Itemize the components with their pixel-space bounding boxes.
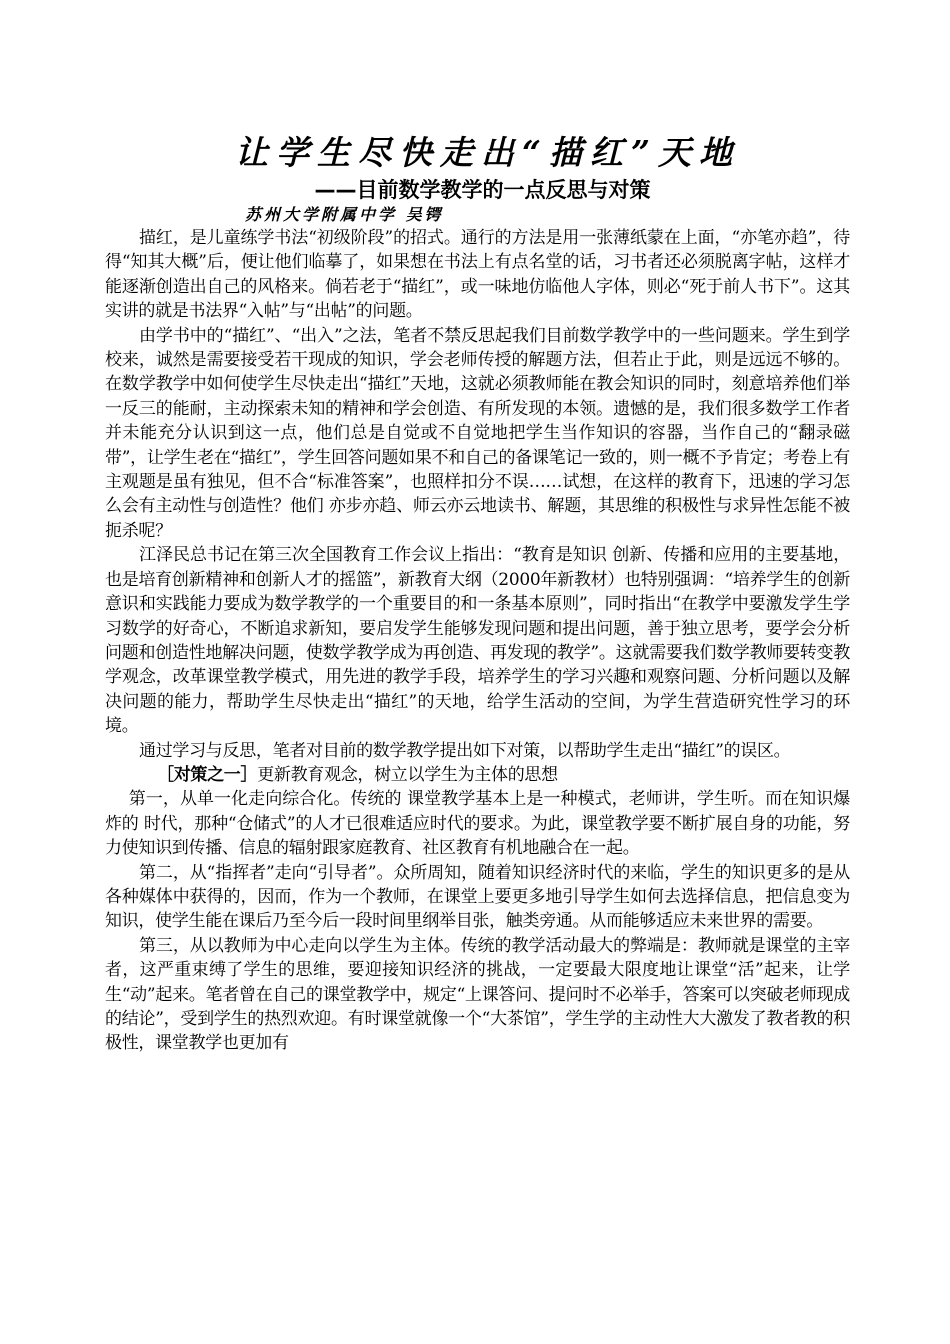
paragraph: 第二，从“指挥者”走向“引导者”。众所周知，随着知识经济时代的来临，学生的知识更多的是从各种媒体中获得的，因而，作为一个教师，在课堂上要更多地引导学生如何去选择信息，把信息变为知识，使学生能在课后乃至今后一段时间里纲举目张，触类旁通。从而能够适应未来世界的需要。 xyxy=(105,862,850,932)
paragraph: 描红，是儿童练学书法“初级阶段”的招式。通行的方法是用一张薄纸蒙在上面，“亦笔亦趋”，待得“知其大概”后，便让他们临摹了，如果想在书法上有点名堂的话，习书者还必须脱离字帖，这样才能逐渐创造出自己的风格来。倘若老于“描红”，或一味地仿临他人字体，则必“死于前人书下”。这其实讲的就是书法界“入帖”与“出帖”的问题。 xyxy=(105,228,850,322)
paragraph: 第一，从单一化走向综合化。传统的 课堂教学基本上是一种模式，老师讲，学生听。而在知识爆炸的 时代，那种“仓储式”的人才已很难适应时代的要求。为此，课堂教学要不断扩展自身的功能，努力使知识到传播、信息的辐射跟家庭教育、社区教育有机地融合在一起。 xyxy=(105,789,850,859)
document-subtitle: ——目前数学教学的一点反思与对策 xyxy=(314,178,651,202)
paragraph: 通过学习与反思，笔者对目前的数学教学提出如下对策，以帮助学生走出“描红”的误区。 xyxy=(139,740,791,761)
document-page xyxy=(105,130,850,1056)
document-title: 让学生尽快走出“描红”天地 xyxy=(235,133,740,172)
author-line: 苏州大学附属中学 吴锷 xyxy=(245,205,444,224)
article-body xyxy=(105,226,850,1056)
section-heading-text: 更新教育观念，树立以学生为主体的思想 xyxy=(257,764,558,785)
section-label: ［对策之一］ xyxy=(157,764,258,785)
paragraph: 由学书中的“描红”、“出入”之法，笔者不禁反思起我们目前数学教学中的一些问题来。学生到学校来，诚然是需要接受若干现成的知识，学会老师传授的解题方法，但若止于此，则是远远不够的。在数学教学中如何使学生尽快走出“描红”天地，这就必须教师能在教会知识的同时，刻意培养他们举一反三的能耐，主动探索未知的精神和学会创造、有所发现的本领。遗憾的是，我们很多数学工作者并未能充分认识到这一点，他们总是自觉或不自觉地把学生当作知识的容器，当作自己的“翻录磁带”，让学生老在“描红”，学生回答问题如果不和自己的备课笔记一致的，则一概不予肯定；考卷上有主观题是虽有独见，但不合“标准答案”，也照样扣分不误……试想，在这样的教育下，迅速的学习怎么会有主动性与创造性？他们 亦步亦趋、师云亦云地读书、解题，其思维的积极性与求异性怎能不被扼杀呢？ xyxy=(105,325,850,541)
paragraph: 第三，从以教师为中心走向以学生为主体。传统的教学活动最大的弊端是：教师就是课堂的主宰者，这严重束缚了学生的思维，要迎接知识经济的挑战，一定要最大限度地让课堂“活”起来，让学生“动”起来。笔者曾在自己的课堂教学中，规定“上课答问、提问时不必举手，答案可以突破老师现成的结论”，受到学生的热烈欢迎。有时课堂就像一个“大茶馆”，学生学的主动性大大激发了教者教的积极性，课堂教学也更加有 xyxy=(105,935,850,1054)
paragraph: 江泽民总书记在第三次全国教育工作会议上指出：“教育是知识 创新、传播和应用的主要基地，也是培育创新精神和创新人才的摇篮”，新教育大纲（2000年新教材）也特别强调：“培养学生的创新意识和实践能力要成为数学教学的一个重要目的和一条基本原则”，同时指出“在教学中要激发学生学习数学的好奇心，不断追求新知，要启发学生能够发现问题和提出问题，善于独立思考，要学会分析问题和创造性地解决问题，使数学教学成为再创造、再发现的教学”。这就需要我们数学教师要转变教学观念，改革课堂教学模式，用先进的教学手段，培养学生的学习兴趣和观察问题、分析问题以及解决问题的能力，帮助学生尽快走出“描红”的天地，给学生活动的空间，为学生营造研究性学习的环境。 xyxy=(105,545,850,737)
section-heading xyxy=(105,763,850,787)
